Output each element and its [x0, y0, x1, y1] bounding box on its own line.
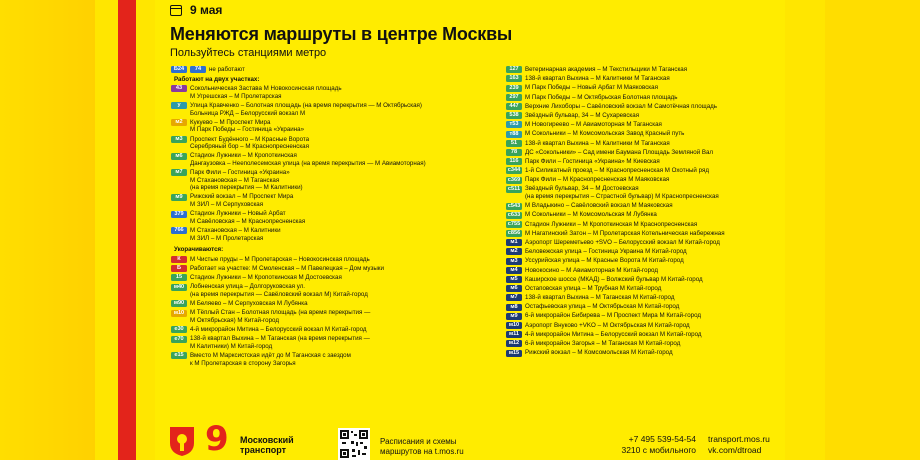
route-text: М Сокольники – М Комсомольская Завод Красный путь — [525, 130, 685, 138]
route-text: Верхние Лихоборы – Савёловский вокзал М Самотёчная площадь — [525, 102, 717, 110]
route-row — [497, 130, 782, 138]
brand-name: Московский транспорт — [240, 435, 294, 455]
route-badge: 78 — [506, 149, 522, 156]
route-row — [497, 140, 782, 148]
route-badge: е30 — [171, 326, 187, 333]
route-badge: 51 — [506, 140, 522, 147]
route-text: Кукуево – М Проспект Мира М Парк Победы – Гостиница «Украина» — [190, 118, 305, 134]
route-row — [162, 119, 492, 134]
route-row — [497, 248, 782, 256]
route-text: М Чистые пруды – М Пролетарская – Новокосинская площадь — [190, 255, 370, 263]
route-row — [497, 75, 782, 83]
right-column — [497, 66, 782, 358]
not-working-label: не работают — [209, 66, 245, 73]
schedule-info: Расписания и схемы маршрутов на t.mos.ru — [380, 437, 464, 456]
route-badge: 379 — [171, 211, 187, 218]
route-text: Стадион Лужники – М Кропоткинская Дангаузовка – Нееполесемская улица (на время перекрытия — М Авиамоторная) — [190, 152, 426, 167]
route-row — [162, 352, 492, 367]
route-row — [497, 239, 782, 247]
route-text: М Беляево – М Серпуховская М Лубянка — [190, 300, 308, 308]
route-text: М Парк Победы – М Октябрьская Болотная площадь — [525, 93, 678, 101]
route-badge: 74 — [190, 66, 206, 73]
date-label: 9 мая — [190, 3, 223, 17]
route-badge: м15 — [506, 350, 522, 357]
route-badge: м6 — [171, 153, 187, 160]
route-text: Рижский вокзал – М Комсомольская М Китай-город — [525, 349, 673, 357]
red-decor-stripe — [118, 0, 136, 460]
route-badge: м10 — [171, 310, 187, 317]
route-badge: м2 — [171, 119, 187, 126]
route-badge: т53 — [506, 121, 522, 128]
route-badge: с543 — [507, 202, 521, 209]
moscow-coat-of-arms-icon — [168, 425, 196, 457]
page-subtitle: Пользуйтесь станциями метро — [170, 47, 327, 59]
left-column — [162, 66, 492, 369]
route-row — [497, 84, 782, 92]
section-shortened: Укорачиваются: — [174, 246, 224, 254]
route-row — [162, 326, 492, 334]
route-text: Стадион Лужники – М Кропоткинская М Достоевская — [190, 274, 342, 282]
route-row — [497, 66, 782, 74]
route-row — [497, 257, 782, 265]
route-row — [497, 112, 782, 120]
route-row — [497, 221, 782, 229]
route-badge: т88 — [506, 131, 522, 138]
route-row — [497, 211, 782, 219]
route-text: Остаповская улица – М Трубная М Китай-город — [525, 284, 662, 292]
route-row — [162, 169, 492, 192]
route-text: Новокосино – М Авиамоторная М Китай-город — [525, 266, 658, 274]
route-badge: м3 — [171, 136, 187, 143]
route-text: Стадион Лужники – Новый Арбат М Савёловская – М Краснопресненская — [190, 210, 306, 225]
route-row — [162, 274, 492, 282]
route-badge: К — [171, 256, 187, 263]
route-text: Рижский вокзал – М Проспект Мира М ЗИЛ – М Серпуховская — [190, 193, 294, 209]
route-row — [497, 276, 782, 284]
route-row — [497, 303, 782, 311]
route-badge: 239 — [506, 85, 522, 92]
route-text: Каширское шоссе (МКАД) – Волжский бульвар М Китай-город — [525, 275, 703, 283]
route-badge: м90 — [171, 300, 187, 307]
route-row — [497, 149, 782, 157]
route-badge: 116 — [506, 158, 522, 165]
route-text: Остафьевская улица – М Октябрьская М Китай-город — [525, 303, 680, 311]
route-badge: у — [171, 102, 187, 109]
route-text: Сокольническая Застава М Новокосинская площадь М Угрешская – М Пролетарская — [190, 85, 342, 100]
route-badge: 766 — [171, 227, 187, 234]
route-badge: 163 — [506, 75, 522, 82]
route-text: 4-й микрорайон Митина – Белорусский вокзал М Китай-город — [525, 330, 702, 338]
route-row — [162, 152, 492, 167]
route-text: Звёздный бульвар, 34 – М Достоевская (на время перекрытия – Страстной бульвар) М Краснопресненская — [525, 185, 719, 201]
route-row — [497, 322, 782, 330]
transport-logo-icon: 9 — [205, 419, 229, 459]
route-badge: м4 — [506, 267, 522, 274]
route-text: 138-й квартал Выхина – М Таганская М Китай-город — [525, 294, 675, 302]
route-badge: 297 — [506, 94, 522, 101]
route-row — [162, 300, 492, 308]
site-info: transport.mos.ru vk.com/dtroad — [708, 434, 770, 455]
route-row — [497, 285, 782, 293]
route-text: М Стахановская – М Калитники М ЗИЛ – М Пролетарская — [190, 227, 281, 242]
route-badge: м1 — [506, 239, 522, 246]
route-row — [162, 85, 492, 100]
route-row — [497, 185, 782, 200]
right-decor-stripe — [825, 0, 920, 460]
calendar-icon — [170, 5, 182, 16]
route-row — [162, 309, 492, 324]
route-row — [497, 331, 782, 339]
route-text: Парк Фили – Гостиница «Украина» М Стахановская – М Таганская (на время перекрытия — М Калитники) — [190, 169, 303, 192]
routes-right-list — [497, 66, 782, 357]
route-row — [497, 267, 782, 275]
route-badge: с633 — [507, 211, 521, 218]
route-row — [497, 121, 782, 129]
route-badge: с344 — [507, 167, 521, 174]
route-text: Работает на участке: М Смоленская – М Павелецкая – Дом музыки — [190, 265, 384, 272]
route-badge: м12 — [506, 340, 522, 347]
route-text: 138-й квартал Выхина – М Таганская (на время перекрытия — М Калитники) М Китай-город — [190, 335, 370, 350]
route-badge: 447 — [506, 103, 522, 110]
route-row — [162, 102, 492, 117]
route-text: Аэропорт Шереметьево +SVO – Белорусский вокзал М Китай-город — [525, 238, 720, 246]
route-badge: м9 — [171, 194, 187, 201]
route-badge: 15 — [171, 274, 187, 281]
phone-info: +7 495 539-54-54 3210 с мобильного — [621, 434, 696, 455]
route-text: Лобненская улица – Долгоруковская ул. (на время перекрытия — Савёловский вокзал М) Китай-город — [190, 283, 368, 298]
route-row — [162, 227, 492, 242]
route-badge: с856 — [507, 230, 521, 237]
route-row — [162, 265, 492, 273]
route-text: Вместо М Марксистская идёт до М Таганская с заездом к М Пролетарская в сторону Загорья — [190, 352, 351, 367]
route-text: 138-й квартал Выхина – М Калитники М Таганская — [525, 75, 670, 83]
route-badge: м3 — [506, 258, 522, 265]
route-text: М Парк Победы – Новый Арбат М Маяковская — [525, 84, 658, 92]
route-text: 6-й микрорайон Бибирева – М Проспект Мира М Китай-город — [525, 312, 702, 320]
route-text: Парк Фили – Гостиница «Украина» М Киевская — [525, 157, 660, 165]
route-badge: м2 — [506, 248, 522, 255]
route-badge: м8 — [506, 304, 522, 311]
route-text: Улица Кравченко – Болотная площадь (на время перекрытия — М Октябрьская) Больница РЖД – Белорусский вокзал М — [190, 101, 422, 117]
route-badge: е15 — [171, 352, 187, 359]
route-badge: 43 — [171, 85, 187, 92]
route-badge: с755 — [507, 220, 521, 227]
route-badge: Б — [171, 265, 187, 272]
route-text: Ветеринарная академия – М Текстильщики М Таганская — [525, 66, 688, 73]
route-badge: 538 — [506, 112, 522, 119]
route-text: М Новогиреево – М Авиамоторная М Таганская — [525, 121, 662, 129]
route-row — [497, 294, 782, 302]
route-badge: м40 — [171, 284, 187, 291]
route-row — [162, 335, 492, 350]
route-row — [162, 193, 492, 208]
route-text: М Владыкино – Савёловский вокзал М Маяковская — [525, 202, 673, 210]
route-text: Уссурийская улица – М Красные Ворота М Китай-город — [525, 257, 684, 265]
route-badge: м6 — [506, 285, 522, 292]
route-text: Парк Фили – М Краснопресненская М Маяковская — [525, 176, 670, 184]
route-row — [497, 176, 782, 184]
route-text: 6-й микрорайон Загорья – М Таганская М Китай-город — [525, 340, 681, 348]
route-row — [497, 158, 782, 166]
route-text: М Сокольники – М Комсомольская М Лубянка — [525, 211, 657, 219]
route-row — [162, 210, 492, 225]
route-badge: м7 — [171, 169, 187, 176]
route-badge: с369 — [507, 176, 521, 183]
route-row — [497, 230, 782, 238]
route-badge: е70 — [171, 336, 187, 343]
route-text: ДС «Сокольники» – Сад имени Баумана Площадь Земляной Вал — [525, 148, 714, 156]
route-row — [162, 256, 492, 264]
route-row — [497, 312, 782, 320]
route-text: Стадион Лужники – М Кропоткинская М Краснопресненская — [525, 220, 698, 228]
route-badge: м11 — [506, 331, 522, 338]
route-row — [497, 167, 782, 175]
route-badge: 127 — [506, 66, 522, 73]
not-working-row — [162, 66, 492, 74]
routes-shortened-list — [162, 256, 492, 367]
route-text: М Тёплый Стан – Болотная площадь (на время перекрытия — М Октябрьская) М Китай-город — [190, 309, 371, 324]
route-row — [497, 202, 782, 210]
page-title: Меняются маршруты в центре Москвы — [170, 24, 513, 44]
date-header — [170, 0, 222, 20]
left-decor-stripe — [0, 0, 95, 460]
route-badge: м10 — [506, 322, 522, 329]
route-text: 138-й квартал Выхина – М Калитники М Таганская — [525, 139, 670, 147]
route-text: 4-й микрорайон Митина – Белорусский вокзал М Китай-город — [190, 326, 367, 334]
routes-two-parts-list — [162, 85, 492, 242]
route-row — [162, 283, 492, 298]
route-badge: м5 — [506, 276, 522, 283]
section-two-parts: Работают на двух участках: — [174, 75, 260, 83]
route-row — [162, 136, 492, 151]
route-badge: Б24 — [171, 66, 187, 73]
route-badge: м7 — [506, 294, 522, 301]
route-row — [497, 103, 782, 111]
route-row — [497, 94, 782, 102]
route-text: 1-й Силикатный проезд – М Краснопресненская М Охотный ряд — [525, 167, 709, 175]
route-text: Беловежская улица – Гостиница Украина М Китай-город — [525, 248, 687, 256]
route-text: М Нагатинский Затон – М Пролетарская Котельническая набережная — [525, 229, 725, 237]
route-badge: с511 — [507, 185, 521, 192]
route-row — [497, 349, 782, 357]
route-badge: м9 — [506, 313, 522, 320]
route-text: Звёздный бульвар, 34 – М Сухаревская — [525, 111, 640, 119]
route-text: Аэропорт Внуково +VKO – М Октябрьская М Китай-город — [525, 321, 690, 329]
route-text: Проспект Будённого – М Красные Ворота Серебряный бор – М Краснопресненская — [190, 135, 310, 151]
qr-code — [338, 428, 370, 460]
route-row — [497, 340, 782, 348]
